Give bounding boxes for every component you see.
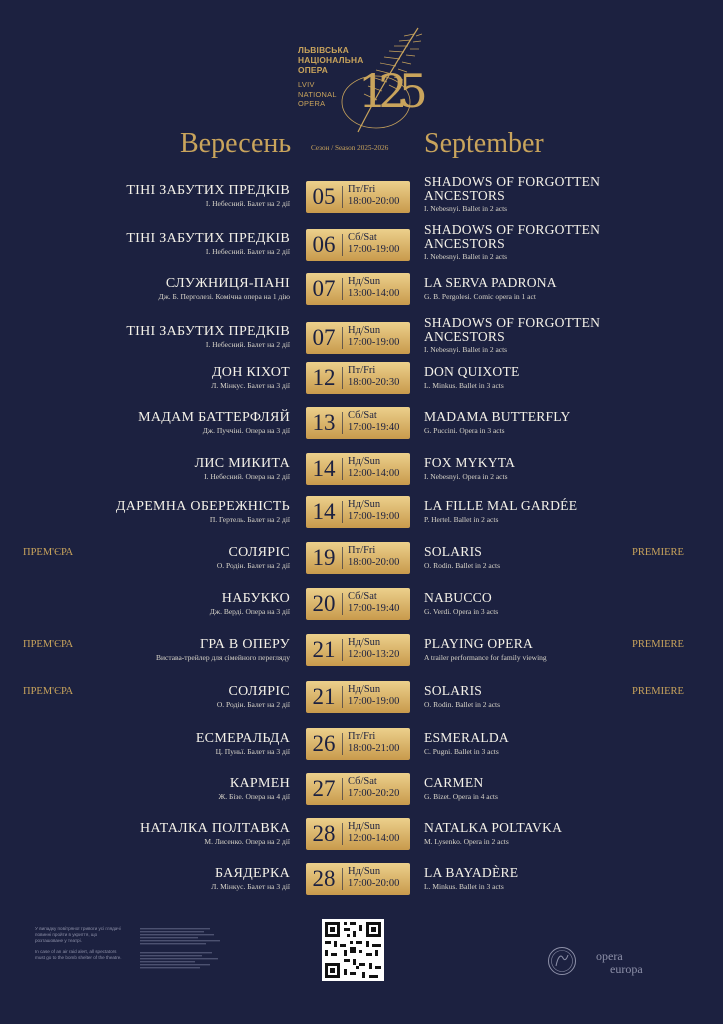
event-date-box [306,818,410,850]
event-title-en-block [424,821,562,847]
event-title-en-line: PLAYING OPERA [424,636,533,651]
event-title-ua: МАДАМ БАТТЕРФЛЯЙ [138,410,290,425]
event-title-ua-block [126,324,290,350]
season-label: Сезон / Season 2025-2026 [311,144,389,152]
event-title-ua: ДОН КІХОТ [211,365,290,380]
event-date-box [306,863,410,895]
event-subtitle-ua: П. Гертель. Балет на 2 дії [209,515,290,524]
event-time: 17:00-19:00 [348,511,400,522]
theatre-logo [288,22,428,134]
event-title-ua-block [196,731,290,757]
event-subtitle-ua: О. Родін. Балет на 2 дії [216,700,290,709]
event-subtitle-ua: Ц. Пуньї. Балет на 3 дії [215,747,290,756]
event-subtitle-ua: І. Небесний. Балет на 2 дії [205,199,290,208]
event-title-en-block [424,545,500,571]
event-title-en-line: ESMERALDA [424,730,509,745]
event-title-ua-block [138,410,290,436]
event-title-en-block [424,637,547,663]
event-time: 12:00-13:20 [348,649,400,660]
event-subtitle-en: I. Nebesnyi. Ballet in 2 acts [424,252,508,261]
event-title-en-line: LA SERVA PADRONA [424,275,557,290]
event-title-en-block [424,316,600,355]
event-subtitle-en: G. Puccini. Opera in 3 acts [424,425,505,435]
svg-text:opera: opera [596,950,623,963]
event-date-box [306,588,410,620]
event-subtitle-en: L. Minkus. Ballet in 3 acts [424,881,504,891]
date-separator [342,823,343,845]
event-subtitle-en: G. Bizet. Opera in 4 acts [424,791,498,801]
event-title-ua-block [116,499,290,525]
event-subtitle-ua: Ж. Бізе. Опера на 4 дії [218,792,290,801]
event-day: 21 [312,637,336,662]
event-title-ua: ТІНІ ЗАБУТИХ ПРЕДКІВ [126,183,290,198]
event-time: 18:00-20:30 [348,377,400,388]
event-time: 13:00-14:00 [348,288,400,299]
event-day: 14 [312,456,336,481]
event-date-box [306,407,410,439]
event-subtitle-ua: І. Небесний. Опера на 2 дії [204,472,290,481]
event-date-box [306,773,410,805]
event-title-en-block [424,276,557,302]
event-date-box [306,322,410,354]
event-title-ua: ТІНІ ЗАБУТИХ ПРЕДКІВ [126,231,290,246]
event-title-en-line: LA BAYADÈRE [424,865,519,880]
event-title-ua: ЛИС МИКИТА [194,456,290,471]
event-subtitle-en: M. Lysenko. Opera in 2 acts [424,836,509,846]
event-title-en-line: CARMEN [424,775,484,790]
event-title-ua-block [158,276,290,302]
date-separator [342,868,343,890]
logo-text-en: LVIV NATIONAL OPERA [298,80,337,108]
event-title-ua-block [156,637,290,663]
event-day: 13 [312,410,336,435]
event-day: 26 [312,731,336,756]
premiere-badge-en: PREMIERE [632,547,684,558]
event-title-en-block [424,866,518,892]
event-subtitle-ua: Вистава-трейлер для сімейного перегляду [155,653,290,662]
premiere-badge-ua: ПРЕМ'ЄРА [23,547,74,558]
event-weekday: Нд/Sun [348,276,381,287]
event-day: 27 [312,776,336,801]
event-title-en-block [424,776,498,802]
event-title-ua-block [195,456,290,482]
event-title-ua-block [217,684,290,710]
event-subtitle-en: A trailer performance for family viewing [424,652,547,662]
event-title-ua: ДАРЕМНА ОБЕРЕЖНІСТЬ [115,499,290,514]
event-title-ua-block [211,866,290,892]
event-weekday: Пт/Fri [348,731,376,742]
event-title-en-line: NATALKA POLTAVKA [424,820,563,835]
event-subtitle-en: C. Pugni. Ballet in 3 acts [424,746,499,756]
event-weekday: Пт/Fri [348,545,376,556]
air-raid-note [35,926,125,966]
event-day: 20 [312,591,336,616]
event-date-box [306,229,410,261]
event-date-box [306,181,410,213]
event-day: 12 [312,365,336,390]
date-separator [342,327,343,349]
event-title-en-block [424,175,600,214]
event-title-en-line: DON QUIXOTE [424,364,520,379]
event-weekday: Сб/Sat [348,776,377,787]
event-title-en-line: SHADOWS OF FORGOTTEN [424,315,601,330]
event-title-en-line: MADAMA BUTTERFLY [424,409,571,424]
event-time: 17:00-20:00 [348,878,400,889]
event-time: 17:00-20:20 [348,788,400,799]
event-day: 14 [312,499,336,524]
event-subtitle-en: P. Hertel. Ballet in 2 acts [424,514,499,524]
event-day: 21 [312,684,336,709]
date-separator [342,639,343,661]
event-title-en-block [424,731,509,757]
event-subtitle-en: G. B. Pergolesi. Comic opera in 1 act [424,291,536,301]
qr-code[interactable] [322,919,384,981]
event-title-en-line: SHADOWS OF FORGOTTEN [424,174,601,189]
event-weekday: Нд/Sun [348,684,381,695]
event-weekday: Сб/Sat [348,232,377,243]
event-title-ua-block [217,545,290,571]
event-title-ua: БАЯДЕРКА [214,866,290,881]
event-date-box [306,542,410,574]
event-time: 17:00-19:40 [348,422,400,433]
event-subtitle-en: I. Nebesnyi. Ballet in 2 acts [424,204,508,213]
event-title-ua-block [211,365,290,391]
event-title-en-line: SOLARIS [424,683,483,698]
event-time: 17:00-19:00 [348,337,400,348]
event-subtitle-ua: Л. Мінкус. Балет на 3 дії [211,882,290,891]
date-separator [342,593,343,615]
premiere-badge-en: PREMIERE [632,639,684,650]
event-title-en-line: SHADOWS OF FORGOTTEN [424,222,601,237]
event-subtitle-ua: О. Родін. Балет на 2 дії [216,561,290,570]
event-title-ua: ГРА В ОПЕРУ [200,637,290,652]
event-title-ua-block [210,591,290,617]
event-title-en-line: LA FILLE MAL GARDÉE [424,498,578,513]
fine-print-lines [140,928,225,976]
event-title-ua: ТІНІ ЗАБУТИХ ПРЕДКІВ [126,324,290,339]
event-time: 18:00-20:00 [348,196,400,207]
date-separator [342,458,343,480]
event-date-box [306,496,410,528]
date-separator [342,412,343,434]
event-time: 18:00-20:00 [348,557,400,568]
event-subtitle-ua: Дж. Пуччіні. Опера на 3 дії [202,426,290,435]
event-title-en-block [424,591,498,617]
event-weekday: Нд/Sun [348,499,381,510]
event-subtitle-ua: І. Небесний. Балет на 2 дії [205,247,290,256]
date-separator [342,234,343,256]
air-raid-note-en: In case of an air raid alert, all spectators must go to the bomb shelter of the theatre. [35,949,122,960]
event-title-en-block [424,684,500,710]
opera-europa-wordmark [596,950,656,976]
event-time: 17:00-19:00 [348,696,400,707]
premiere-badge-ua: ПРЕМ'ЄРА [23,686,74,697]
event-subtitle-ua: Л. Мінкус. Балет на 3 дії [211,381,290,390]
event-title-ua-block [219,776,290,802]
event-date-box [306,634,410,666]
premiere-badge-en: PREMIERE [632,686,684,697]
event-subtitle-en: I. Nebesnyi. Ballet in 2 acts [424,345,508,354]
event-subtitle-ua: Дж. Верді. Опера на 3 дії [209,607,290,616]
anniversary-number: 125 [358,64,419,118]
month-title-en: September [424,128,544,159]
date-separator [342,733,343,755]
event-day: 06 [312,232,336,257]
event-title-en-block [424,499,577,525]
event-day: 28 [312,866,336,891]
event-subtitle-en: G. Verdi. Opera in 3 acts [424,606,499,616]
event-date-box [306,362,410,394]
event-subtitle-ua: І. Небесний. Балет на 2 дії [205,340,290,349]
event-weekday: Нд/Sun [348,325,381,336]
air-raid-note-ua: У випадку повітряної тривоги усі глядачі повинні пройти в укриття, що розташоване у театрі. [35,926,121,943]
event-time: 17:00-19:00 [348,244,400,255]
event-title-en-line: ANCESTORS [424,187,505,203]
event-weekday: Нд/Sun [348,637,381,648]
event-title-en-line: FOX MYKYTA [424,455,516,470]
event-weekday: Нд/Sun [348,821,381,832]
event-day: 07 [312,325,336,350]
event-time: 17:00-19:40 [348,603,400,614]
date-separator [342,278,343,300]
event-date-box [306,273,410,305]
event-title-en-block [424,410,570,436]
event-title-ua-block [126,183,290,209]
event-title-en-block [424,456,515,482]
event-subtitle-en: O. Rodin. Ballet in 2 acts [424,560,501,570]
opera-europa-logo [596,950,656,978]
event-title-ua: СОЛЯРІС [228,684,290,699]
event-subtitle-en: O. Rodin. Ballet in 2 acts [424,699,501,709]
event-subtitle-ua: Дж. Б. Перголезі. Комічна опера на 1 дію [158,292,290,301]
event-title-ua: СЛУЖНИЦЯ-ПАНІ [165,276,290,291]
event-title-en-block [424,365,519,391]
date-separator [342,367,343,389]
event-date-box [306,453,410,485]
event-time: 12:00-14:00 [348,833,400,844]
event-title-en-line: NABUCCO [424,590,492,605]
svg-text:europa: europa [610,962,643,976]
month-title-ua: Вересень [180,128,292,159]
date-separator [342,778,343,800]
event-title-ua-block [140,821,290,847]
event-weekday: Нд/Sun [348,866,381,877]
event-title-en-line: SOLARIS [424,544,483,559]
event-title-en-block [424,223,600,262]
event-weekday: Сб/Sat [348,591,377,602]
event-weekday: Сб/Sat [348,410,377,421]
date-separator [342,501,343,523]
event-time: 18:00-21:00 [348,743,400,754]
event-subtitle-en: L. Minkus. Ballet in 3 acts [424,380,504,390]
event-date-box [306,681,410,713]
event-weekday: Нд/Sun [348,456,381,467]
date-separator [342,186,343,208]
event-title-ua: ЕСМЕРАЛЬДА [195,731,290,746]
theatre-seal-icon [547,946,577,976]
event-subtitle-en: I. Nebesnyi. Opera in 2 acts [424,471,508,481]
event-subtitle-ua: М. Лисенко. Опера на 2 дії [204,837,290,846]
event-day: 07 [312,276,336,301]
event-title-ua: КАРМЕН [229,776,290,791]
event-time: 12:00-14:00 [348,468,400,479]
premiere-badge-ua: ПРЕМ'ЄРА [23,639,74,650]
event-day: 19 [312,545,336,570]
event-day: 28 [312,821,336,846]
event-day: 05 [312,184,336,209]
event-date-box [306,728,410,760]
date-separator [342,686,343,708]
logo-text-ua: ЛЬВІВСЬКА НАЦІОНАЛЬНА ОПЕРА [298,45,364,75]
event-weekday: Пт/Fri [348,184,376,195]
date-separator [342,547,343,569]
event-title-ua: НАБУККО [221,591,290,606]
event-title-ua-block [126,231,290,257]
event-title-en-line: ANCESTORS [424,328,505,344]
event-weekday: Пт/Fri [348,365,376,376]
event-title-en-line: ANCESTORS [424,235,505,251]
event-title-ua: НАТАЛКА ПОЛТАВКА [140,821,290,836]
event-title-ua: СОЛЯРІС [228,545,290,560]
